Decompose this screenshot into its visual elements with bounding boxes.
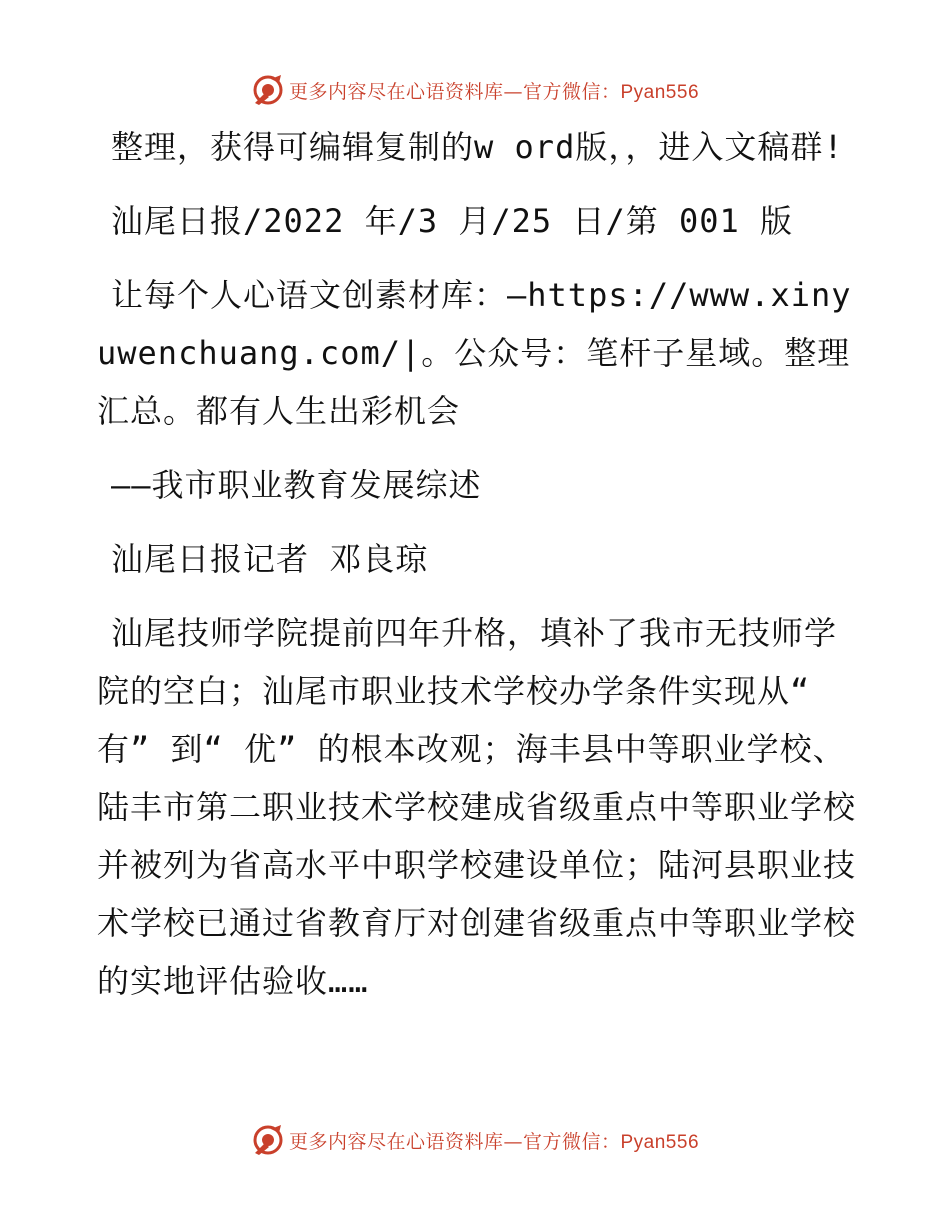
paragraph-source-line: 汕尾日报/2022 年/3 月/25 日/第 001 版 — [111, 202, 794, 240]
watermark-text: 更多内容尽在心语资料库—官方微信：Pyan556 — [288, 1130, 700, 1153]
watermark-wechat-id: Pyan556 — [620, 81, 700, 103]
pen-logo-icon — [251, 73, 285, 107]
paragraph-subtitle: ——我市职业教育发展综述 — [111, 466, 482, 504]
watermark-wechat-id: Pyan556 — [620, 1131, 700, 1153]
paragraph-library-notice: 让每个人心语文创素材库：—https://www.xinyuwenchuang.com/|。公众号：笔杆子星域。整理汇总。都有人生出彩机会 — [97, 276, 852, 430]
watermark-text: 更多内容尽在心语资料库—官方微信：Pyan556 — [288, 80, 700, 103]
footer-watermark — [0, 1120, 950, 1160]
paragraph-body: 汕尾技师学院提前四年升格，填补了我市无技师学院的空白；汕尾市职业技术学校办学条件实现从“ 有” 到“ 优” 的根本改观；海丰县中等职业学校、陆丰市第二职业技术学校建成省级重点中等职业学校并被列为省高水平中职学校建设单位；陆河县职业技术学校已通过省教育厅对创建省级重点中等职业学校的实地评估验收…… — [97, 614, 857, 1000]
document-body — [97, 118, 857, 1026]
watermark-group — [251, 1123, 699, 1157]
pen-logo-icon — [251, 1123, 285, 1157]
paragraph-byline: 汕尾日报记者 邓良琼 — [111, 540, 429, 578]
header-watermark — [0, 70, 950, 110]
watermark-group — [251, 73, 699, 107]
paragraph-intro: 整理，获得可编辑复制的w ord版，，进入文稿群! — [111, 128, 844, 166]
